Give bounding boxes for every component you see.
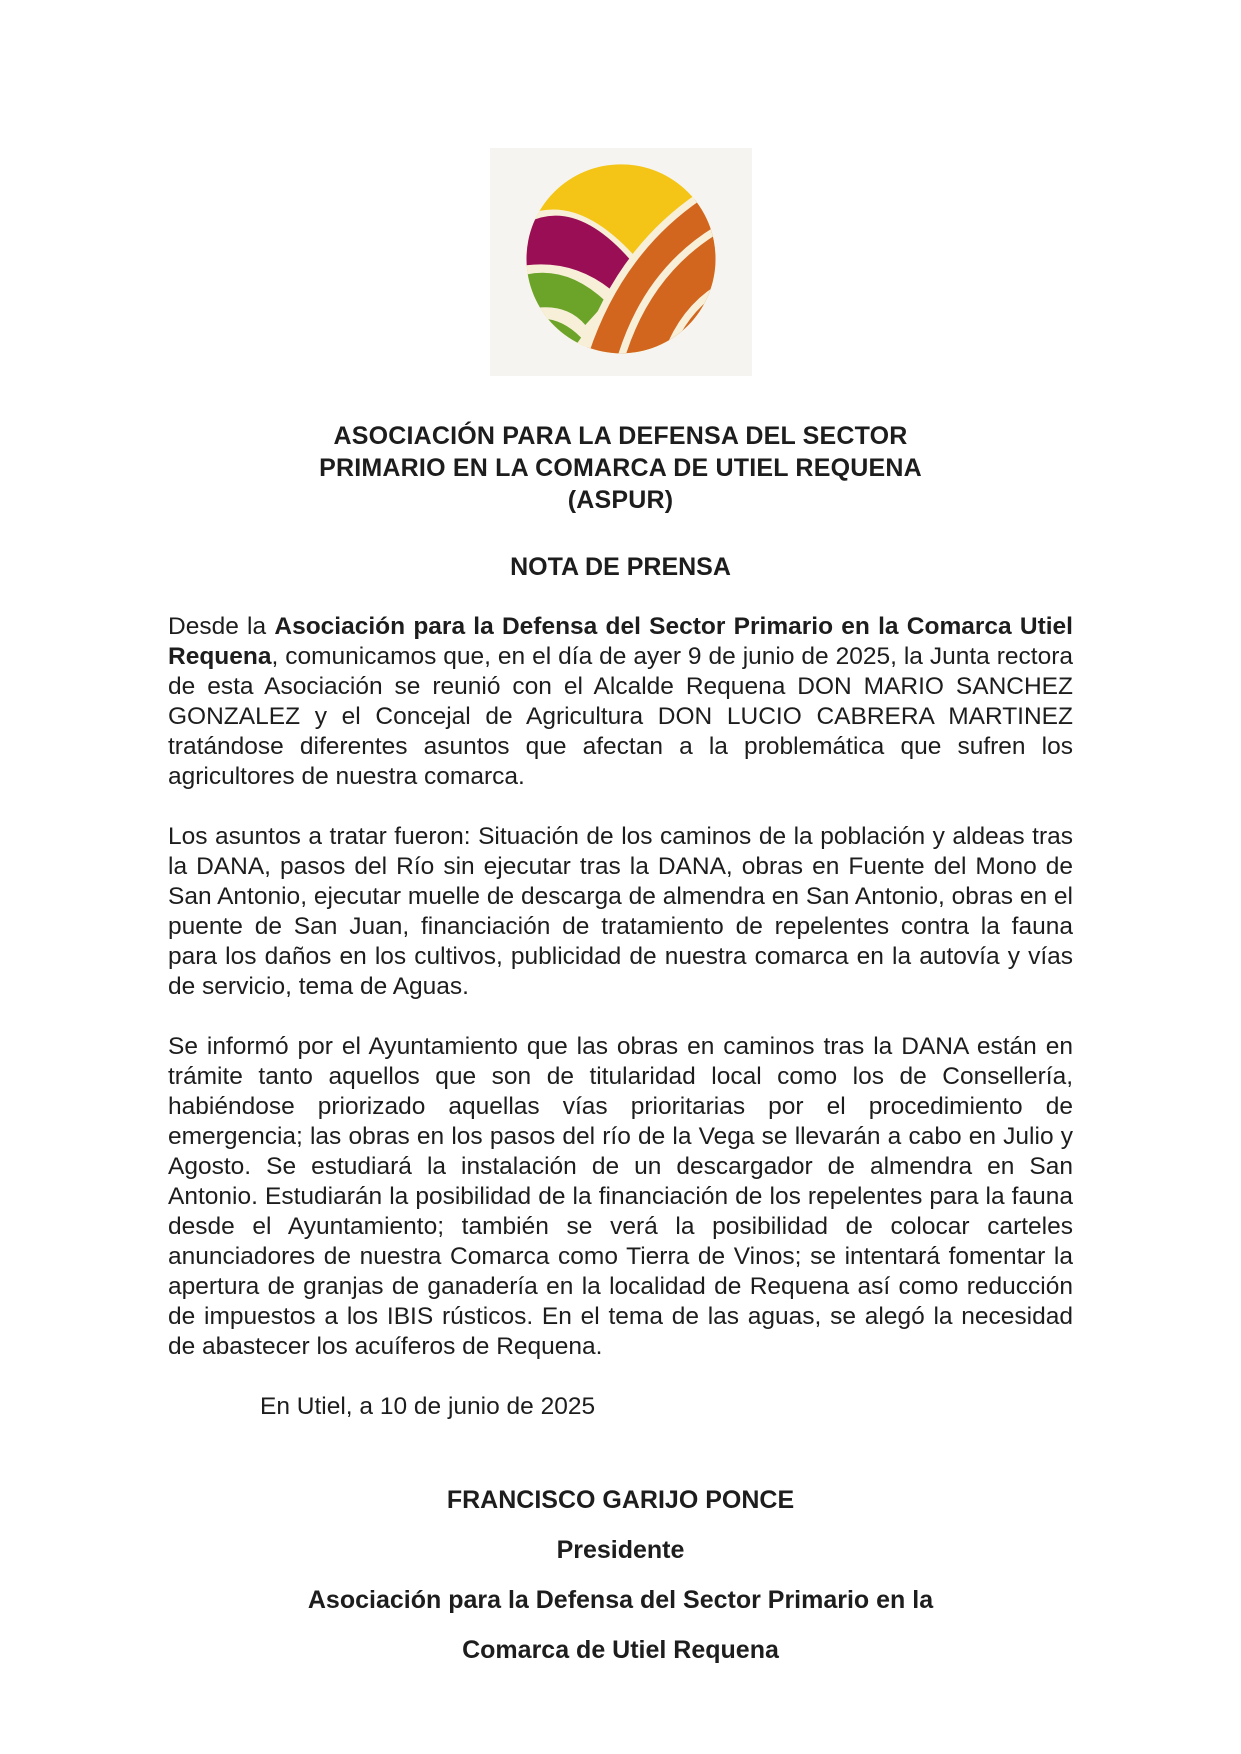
paragraph-1-association-name: Asociación para la Defensa del Sector Primario en la Comarca Utiel Requena (168, 613, 1073, 670)
paragraph-1-prefix: Desde la (168, 613, 275, 640)
paragraph-1 (168, 612, 1073, 792)
paragraph-1-rest: , comunicamos que, en el día de ayer 9 de junio de 2025, la Junta rectora de esta Asociación se reunió con el Alcalde Requena DON MARIO SANCHEZ GONZALEZ y el Concejal de Agricultura DON LUCIO CABRERA MARTINEZ tratándose diferentes asuntos que afectan a la problemática que sufren los agricultores de nuestra comarca. (168, 643, 1073, 790)
body-text (168, 612, 1073, 1422)
association-title (0, 420, 1241, 516)
title-line-3: (ASPUR) (567, 486, 674, 514)
logo-container (0, 0, 1241, 376)
signatory-role: Presidente (556, 1536, 685, 1564)
signatory-org-line-1: Asociación para la Defensa del Sector Primario en la (307, 1586, 934, 1614)
title-line-1: ASOCIACIÓN PARA LA DEFENSA DEL SECTOR (333, 422, 908, 450)
aspur-logo-icon (490, 148, 752, 376)
signatory-name: FRANCISCO GARIJO PONCE (446, 1486, 795, 1514)
paragraph-2: Los asuntos a tratar fueron: Situación de los caminos de la población y aldeas tras la DANA, pasos del Río sin ejecutar tras la DANA, obras en Fuente del Mono de San Antonio, ejecutar muelle de descarga de almendra en San Antonio, obras en el puente de San Juan, financiación de tratamiento de repelentes contra la fauna para los daños en los cultivos, publicidad de nuestra comarca en la autovía y vías de servicio, tema de Aguas. (168, 823, 1073, 1000)
signature-block (0, 1484, 1241, 1666)
title-line-2: PRIMARIO EN LA COMARCA DE UTIEL REQUENA (319, 454, 922, 482)
paragraph-3: Se informó por el Ayuntamiento que las obras en caminos tras la DANA están en trámite tanto aquellos que son de titularidad local como los de Consellería, habiéndose priorizado aquellas vías prioritarias por el procedimiento de emergencia; las obras en los pasos del río de la Vega se llevarán a cabo en Julio y Agosto. Se estudiará la instalación de un descargador de almendra en San Antonio. Estudiarán la posibilidad de la financiación de los repelentes para la fauna desde el Ayuntamiento; también se verá la posibilidad de colocar carteles anunciadores de nuestra Comarca como Tierra de Vinos; se intentará fomentar la apertura de granjas de ganadería en la localidad de Requena así como reducción de impuestos a los IBIS rústicos. En el tema de las aguas, se alegó la necesidad de abastecer los acuíferos de Requena. (168, 1033, 1073, 1360)
signatory-org-line-2: Comarca de Utiel Requena (462, 1636, 779, 1664)
dateline: En Utiel, a 10 de junio de 2025 (260, 1393, 596, 1420)
press-note-heading: NOTA DE PRENSA (510, 553, 731, 581)
